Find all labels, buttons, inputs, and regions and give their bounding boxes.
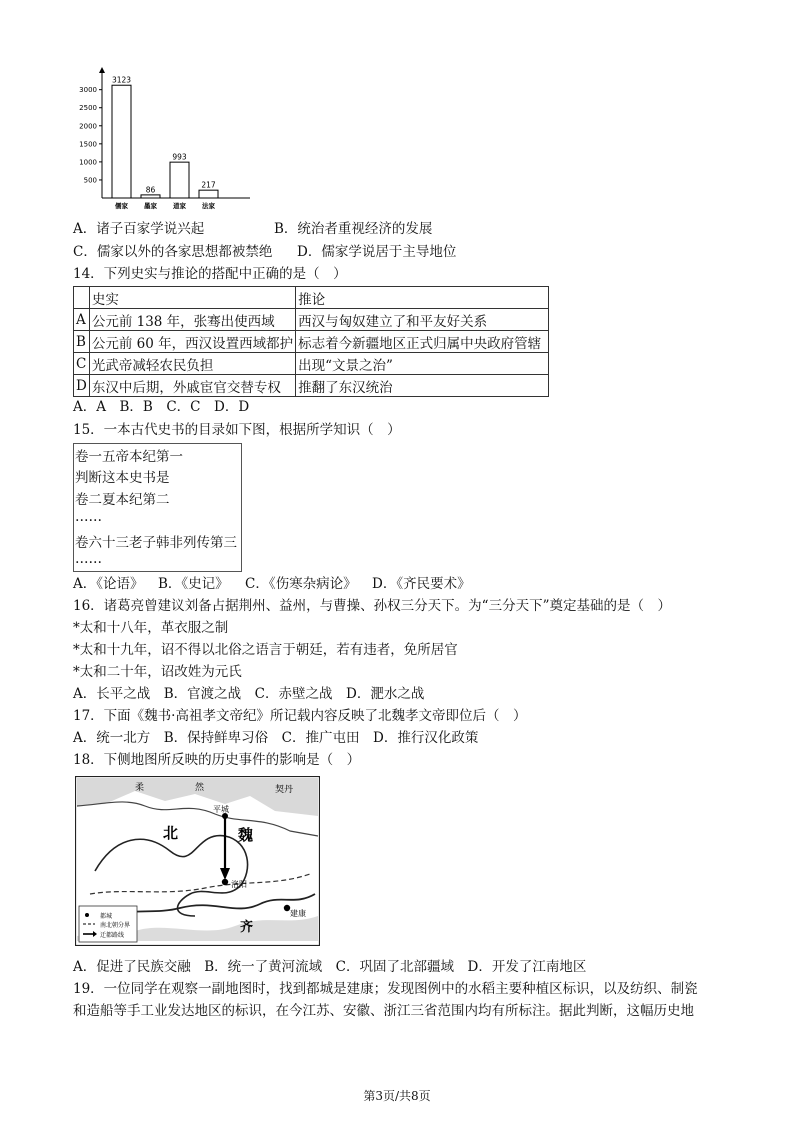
toc-line: …… xyxy=(75,551,102,567)
table-row xyxy=(74,331,549,353)
book-contents-box xyxy=(73,443,242,572)
page-number: 第3页/共8页 xyxy=(363,1089,431,1103)
bar-value-label: 993 xyxy=(172,152,187,162)
toc-line: 判断这本史书是 xyxy=(75,470,170,486)
bar-value-label: 86 xyxy=(145,185,156,195)
map-label-qidan: 契丹 xyxy=(275,785,294,795)
y-tick-label: 3000 xyxy=(79,86,97,95)
chart-bars xyxy=(112,76,218,210)
q17-options: A．统一北方 B．保持鲜卑习俗 C．推广屯田 D．推行汉化政策 xyxy=(73,730,479,746)
table-row xyxy=(74,353,549,375)
bar-法家 xyxy=(199,190,218,198)
category-label: 道家 xyxy=(173,202,186,210)
q17-stem: 17．下面《魏书·高祖孝文帝纪》所记载内容反映了北魏孝文帝即位后（ ） xyxy=(73,708,527,724)
q16-quote: *太和二十年，诏改姓为元氏 xyxy=(73,664,242,680)
q15-option-c: C．《伤寒杂病论》 xyxy=(245,576,357,592)
q15-option-b: B．《史记》 xyxy=(158,576,229,592)
row-key: D xyxy=(74,375,90,397)
toc-line: 卷一五帝本纪第一 xyxy=(75,449,183,465)
bar-chart xyxy=(72,64,262,220)
q18-options: A．促进了民族交融 B．统一了黄河流域 C．巩固了北部疆域 D．开发了江南地区 xyxy=(73,959,587,975)
bar-value-label: 3123 xyxy=(111,75,132,85)
toc-line: …… xyxy=(75,509,102,525)
q14-options: A．A B．B C．C D．D xyxy=(73,399,250,415)
q14-table xyxy=(73,286,549,397)
y-tick-label: 500 xyxy=(83,176,97,185)
q19-line-1: 19．一位同学在观察一副地图时，找到都城是建康；发现图例中的水稻主要种植区标识，以及纺织、制瓷 xyxy=(73,981,698,997)
map-label-luoyang: 洛阳 xyxy=(231,880,247,889)
bar-儒家 xyxy=(112,85,131,198)
q16-quote: *太和十八年，革衣服之制 xyxy=(73,620,229,636)
table-row xyxy=(74,309,549,331)
bar-value-label: 217 xyxy=(201,180,216,190)
q13-option-a: A．诸子百家学说兴起 xyxy=(73,221,205,237)
bar-道家 xyxy=(170,162,189,198)
q15-option-a: A．《论语》 xyxy=(73,576,144,592)
row-inference: 西汉与匈奴建立了和平友好关系 xyxy=(296,309,549,331)
q15-stem: 15．一本古代史书的目录如下图，根据所学知识（ ） xyxy=(73,422,401,438)
row-inference: 出现“文景之治” xyxy=(296,353,549,375)
q16-quote: *太和十九年，诏不得以北俗之语言于朝廷，若有违者，免所居官 xyxy=(73,642,458,658)
q13-option-b: B．统治者重视经济的发展 xyxy=(274,221,433,237)
map-label-bei: 北 xyxy=(163,824,179,842)
bar-墨家 xyxy=(141,195,160,198)
chart-axes xyxy=(79,67,250,198)
y-tick-label: 2500 xyxy=(79,104,97,113)
y-tick-label: 2000 xyxy=(79,122,97,131)
category-label: 法家 xyxy=(202,202,215,210)
q13-option-c: C．儒家以外的各家思想都被禁绝 xyxy=(73,244,273,260)
legend-capital: 都城 xyxy=(100,913,113,920)
row-inference: 推翻了东汉统治 xyxy=(296,375,549,397)
y-axis-arrow xyxy=(99,67,105,73)
toc-line: 卷六十三老子韩非列传第三 xyxy=(75,535,237,551)
row-key: A xyxy=(74,309,90,331)
map-label-pingcheng: 平城 xyxy=(213,805,229,814)
row-fact: 东汉中后期，外戚宦官交替专权 xyxy=(89,375,295,397)
row-fact: 公元前 60 年，西汉设置西域都护 xyxy=(89,331,295,353)
map-label-ran: 然 xyxy=(195,783,205,793)
toc-line: 卷二夏本纪第二 xyxy=(75,492,170,508)
row-key: B xyxy=(74,331,90,353)
legend-route: 迁都路线 xyxy=(100,932,125,939)
map-label-wei: 魏 xyxy=(238,826,254,844)
map-label-qi: 齐 xyxy=(240,920,254,935)
table-row xyxy=(74,375,549,397)
table-header-row xyxy=(74,287,549,309)
table-header-fact: 史实 xyxy=(89,287,295,309)
q16-options: A．长平之战 B．官渡之战 C．赤壁之战 D．淝水之战 xyxy=(73,686,425,702)
map-label-rou: 柔 xyxy=(135,783,145,793)
q13-option-d: D．儒家学说居于主导地位 xyxy=(297,244,457,260)
row-fact: 公元前 138 年，张骞出使西域 xyxy=(89,309,295,331)
y-tick-label: 1500 xyxy=(79,140,97,149)
category-label: 儒家 xyxy=(115,202,128,210)
y-tick-label: 1000 xyxy=(79,158,97,167)
row-key: C xyxy=(74,353,90,375)
legend-boundary: 南北朝分界 xyxy=(100,922,131,929)
q14-stem: 14．下列史实与推论的搭配中正确的是（ ） xyxy=(73,266,347,282)
q15-option-d: D．《齐民要术》 xyxy=(372,576,471,592)
row-fact: 光武帝减轻农民负担 xyxy=(89,353,295,375)
q16-stem: 16．诸葛亮曾建议刘备占据荆州、益州，与曹操、孙权三分天下。为“三分天下”奠定基础的是（ ） xyxy=(73,598,671,614)
historical-map xyxy=(75,776,320,946)
table-header-inference: 推论 xyxy=(296,287,549,309)
category-label: 墨家 xyxy=(144,202,157,210)
map-label-jiankang: 建康 xyxy=(290,909,306,918)
q18-stem: 18．下侧地图所反映的历史事件的影响是（ ） xyxy=(73,752,361,768)
row-inference: 标志着今新疆地区正式归属中央政府管辖 xyxy=(296,331,549,353)
q19-line-2: 和造船等手工业发达地区的标识，在今江苏、安徽、浙江三省范围内均有所标注。据此判断，这幅历史地 xyxy=(73,1003,694,1019)
